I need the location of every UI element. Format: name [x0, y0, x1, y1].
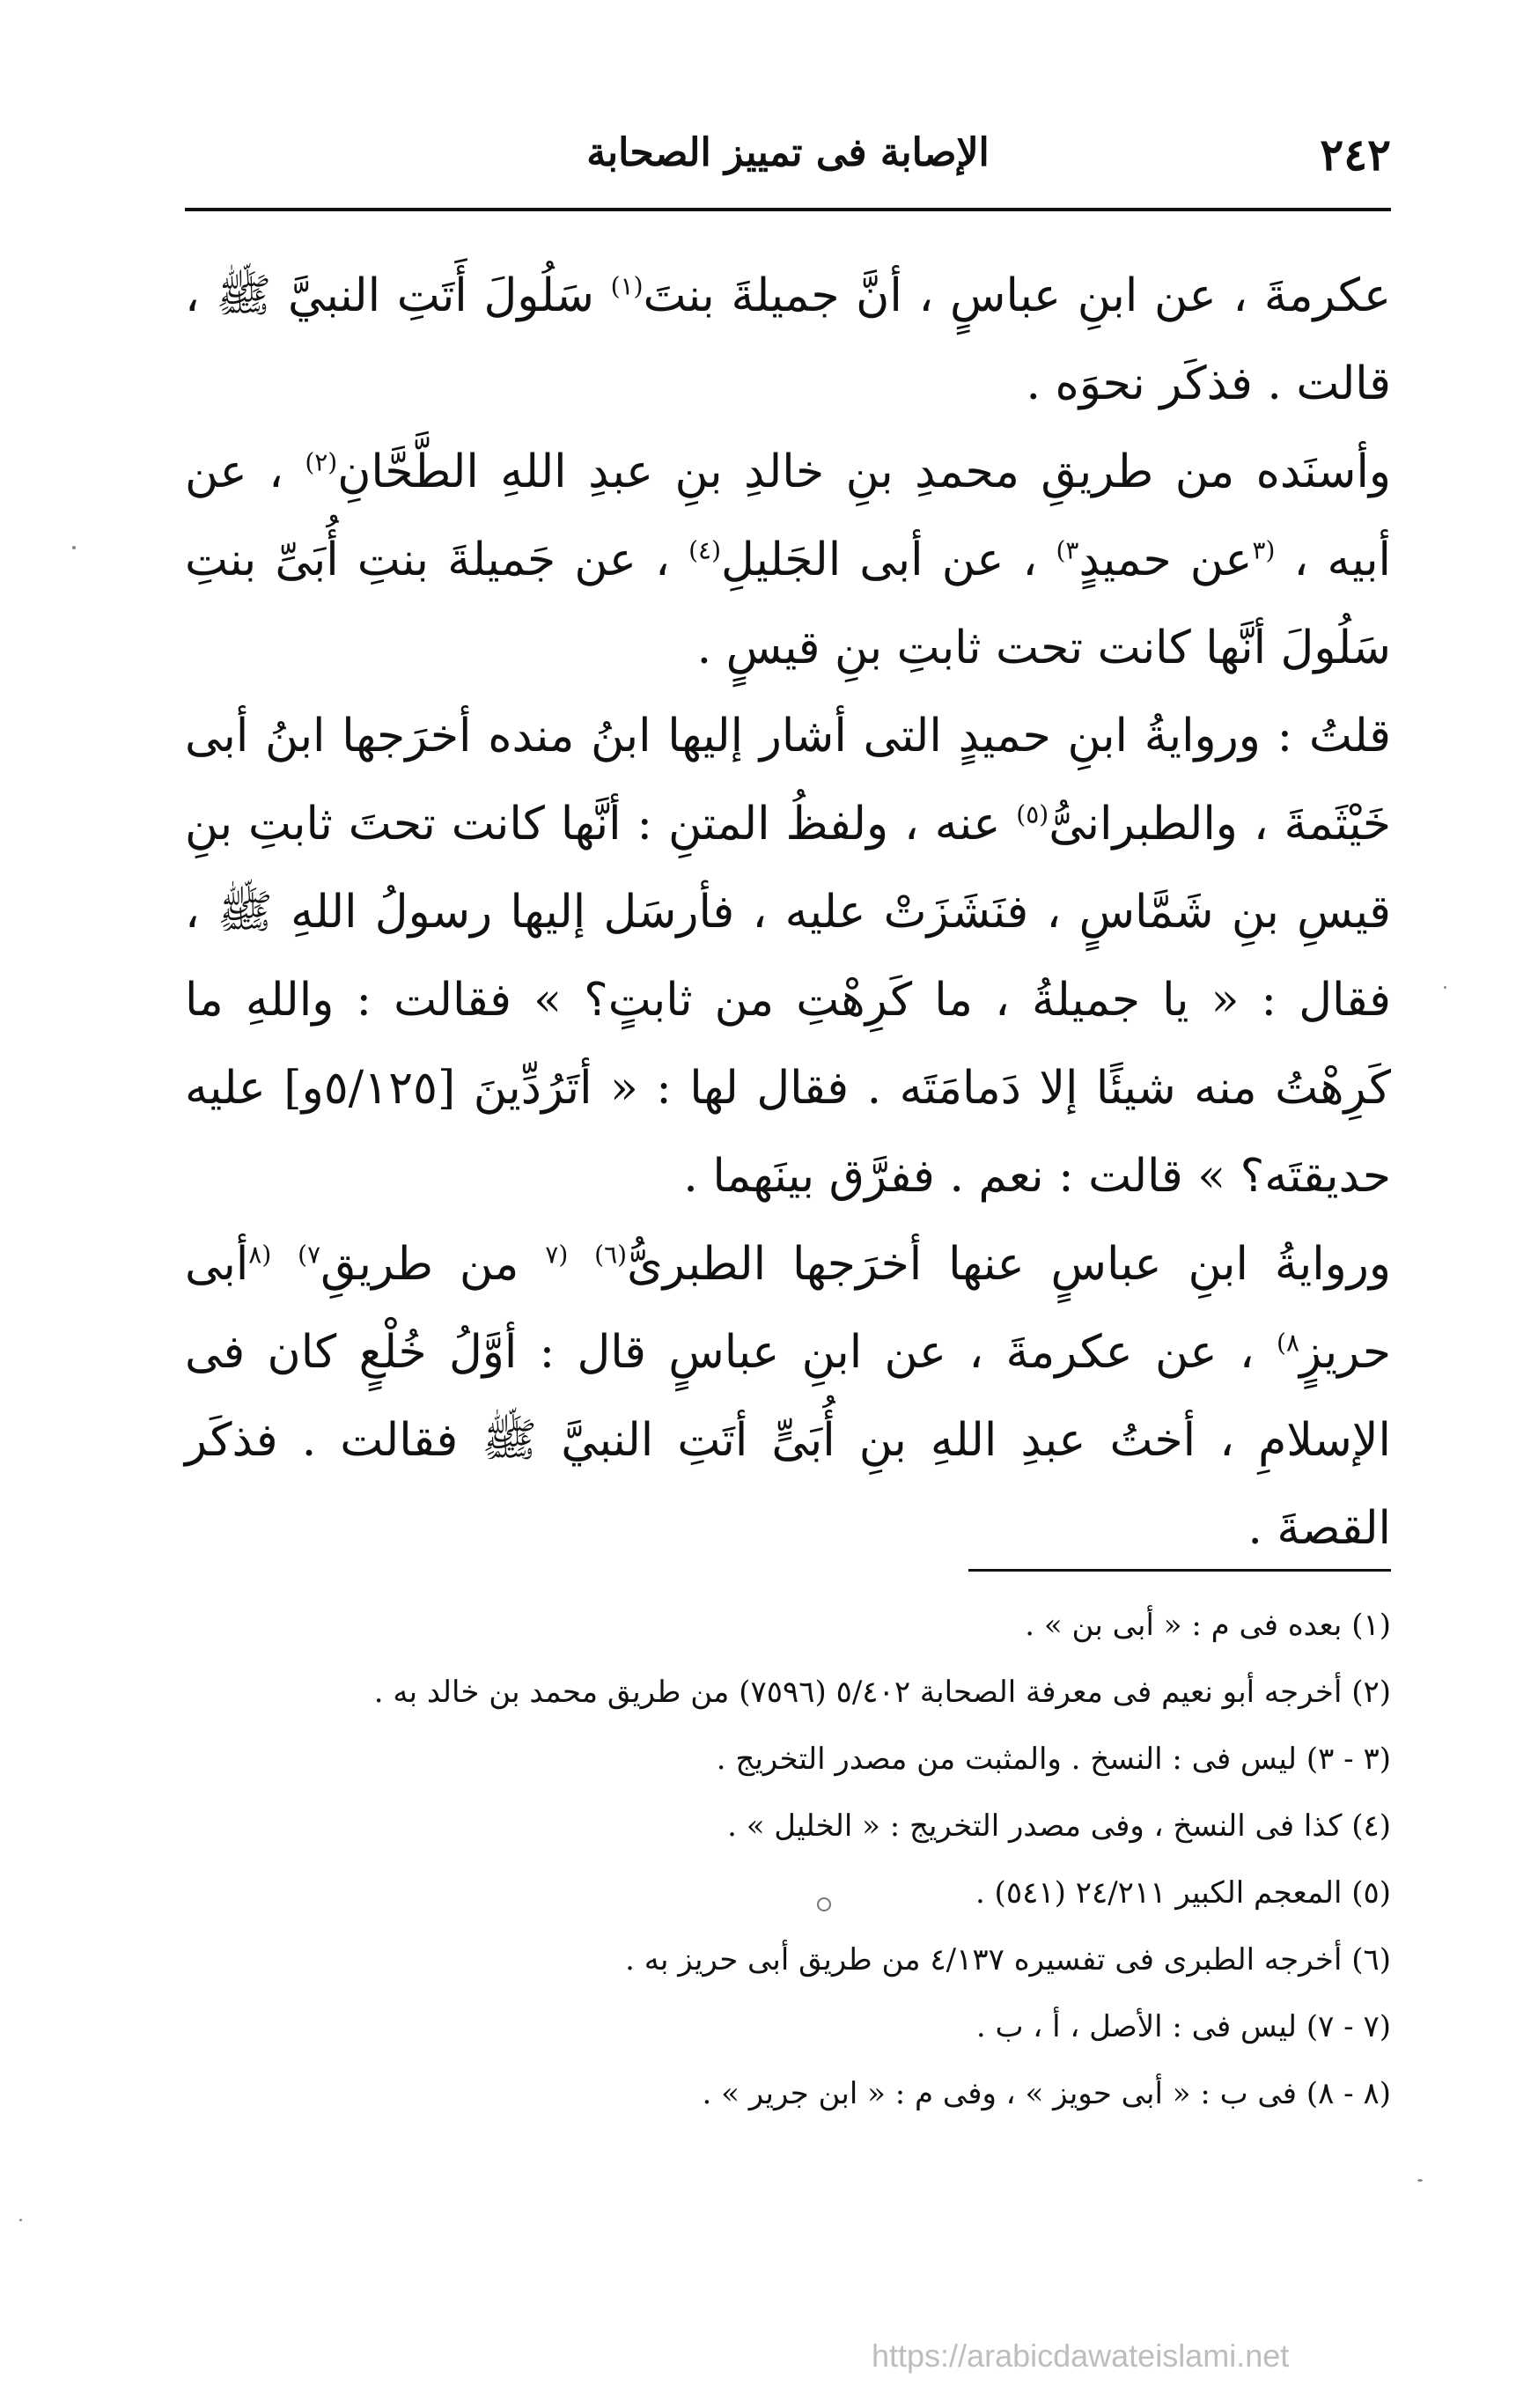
footnote-marker: (٢): [305, 447, 338, 477]
page-number: ٢٤٢: [1320, 129, 1391, 180]
text-run: عليه حديقتَه؟ » قالت : نعم . ففرَّق بينَهما .: [185, 1062, 1391, 1203]
footnote-marker: (٧: [545, 1240, 569, 1270]
footnote-marker: (٣: [1252, 535, 1276, 565]
footnote-marker: ٨): [1277, 1328, 1299, 1358]
website-watermark: https://arabicdawateislami.net: [872, 2338, 1290, 2374]
scan-speck: [19, 2219, 22, 2221]
footnote-1: (١) بعده فى م : « أبى بن » .: [1025, 1608, 1391, 1643]
text-run: قلتُ : وروايةُ ابنِ حميدٍ التى أشار إليها ابنُ منده أخرَجها ابنُ أبى خَيْثَمةَ ، والطبرانىُّ: [185, 710, 1392, 851]
footnote-marker: (٥): [1016, 799, 1049, 829]
page-header: [185, 123, 1391, 194]
footnote-marker: ٧): [298, 1240, 321, 1270]
text-run: ، عن جَميلةَ بنتِ أُبَىِّ بنتِ سَلُولَ أنَّها كانت تحت ثابتِ بنِ قيسٍ .: [185, 534, 1391, 674]
footnotes: [185, 1592, 1391, 2127]
footnote-marker: (١): [610, 271, 644, 301]
paragraph-2: [185, 428, 1391, 692]
footnote-marker: (٨: [248, 1240, 272, 1270]
scan-artifact-circle: [817, 1897, 831, 1911]
running-title: الإصابة فى تمييز الصحابة: [586, 130, 990, 175]
text-run: [271, 1238, 298, 1291]
footnote-8: (٨ - ٨) فى ب : « أبى حويز » ، وفى م : « ابن جرير » .: [702, 2076, 1391, 2111]
footnote-4: (٤) كذا فى النسخ ، وفى مصدر التخريج : « الخليل » .: [727, 1808, 1391, 1844]
header-divider: [185, 208, 1391, 211]
text-run: ، عن عكرمةَ ، عن ابنِ عباسٍ قال : أوَّلُ خُلْعٍ كان فى الإسلامِ ، أختُ عبدِ اللهِ بنِ أُبَىٍّ أتَتِ النبيَّ ﷺ فقالت . فذكَر القصةَ .: [185, 1326, 1391, 1555]
footnote-divider: [968, 1569, 1391, 1572]
text-run: ، عن أبى الجَليلِ: [721, 534, 1056, 586]
text-run: وأسنَده من طريقِ محمدِ بنِ خالدِ بنِ عبدِ اللهِ الطَّحَّانِ: [337, 446, 1391, 498]
paragraph-1: [185, 252, 1391, 428]
footnote-6: (٦) أخرجه الطبرى فى تفسيره ٤/١٣٧ من طريق أبى حريز به .: [625, 1942, 1391, 1977]
text-run: أبى حريزٍ: [185, 1238, 1391, 1379]
text-run: عكرمةَ ، عن ابنِ عباسٍ ، أنَّ جميلةَ بنتَ: [643, 269, 1391, 322]
main-text: [185, 252, 1391, 1572]
paragraph-4: [185, 1220, 1391, 1572]
text-run: عنه ، ولفظُ المتنِ : أنَّها كانت تحتَ ثابتِ بنِ قيسِ بنِ شَمَّاسٍ ، فنَشَزَتْ عليه ، فأرسَل إليها رسولُ اللهِ ﷺ ، فقال : « يا جميلةُ ، ما كَرِهْتِ من ثابتٍ؟ » فقالت : واللهِ ما كَرِهْتُ منه شيئًا إلا دَمامَتَه . فقال لها : « أتَرُدِّينَ: [185, 798, 1392, 1115]
footnote-5: (٥) المعجم الكبير ٢٤/٢١١ (٥٤١) .: [975, 1875, 1391, 1911]
scan-speck: [1417, 2179, 1423, 2182]
footnote-3: (٣ - ٣) ليس فى : النسخ . والمثبت من مصدر التخريج .: [716, 1742, 1391, 1777]
text-run: وروايةُ ابنِ عباسٍ عنها أخرَجها الطبرىُّ: [627, 1238, 1391, 1291]
volume-page-reference: [٥/١٢٥و]: [283, 1062, 456, 1115]
text-run: من طريقِ: [320, 1238, 546, 1291]
paragraph-3: [185, 692, 1391, 1220]
footnote-marker: (٤): [688, 535, 721, 565]
text-run: سَلُولَ أَتَتِ النبيَّ ﷺ ، قالت . فذكَر نحوَه .: [185, 269, 1391, 410]
footnote-marker: (٦): [594, 1240, 628, 1270]
footnote-7: (٧ - ٧) ليس فى : الأصل ، أ ، ب .: [975, 2009, 1391, 2044]
text-run: عن حميدٍ: [1078, 534, 1253, 586]
scan-speck: [1444, 986, 1446, 989]
scan-speck: [72, 546, 76, 549]
footnote-marker: ٣): [1056, 535, 1079, 565]
footnote-2: (٢) أخرجه أبو نعيم فى معرفة الصحابة ٥/٤٠٢ (٧٥٩٦) من طريق محمد بن خالد به .: [373, 1675, 1391, 1710]
text-run: [568, 1238, 594, 1291]
text-run: ، عن أبيه ،: [185, 446, 1391, 586]
